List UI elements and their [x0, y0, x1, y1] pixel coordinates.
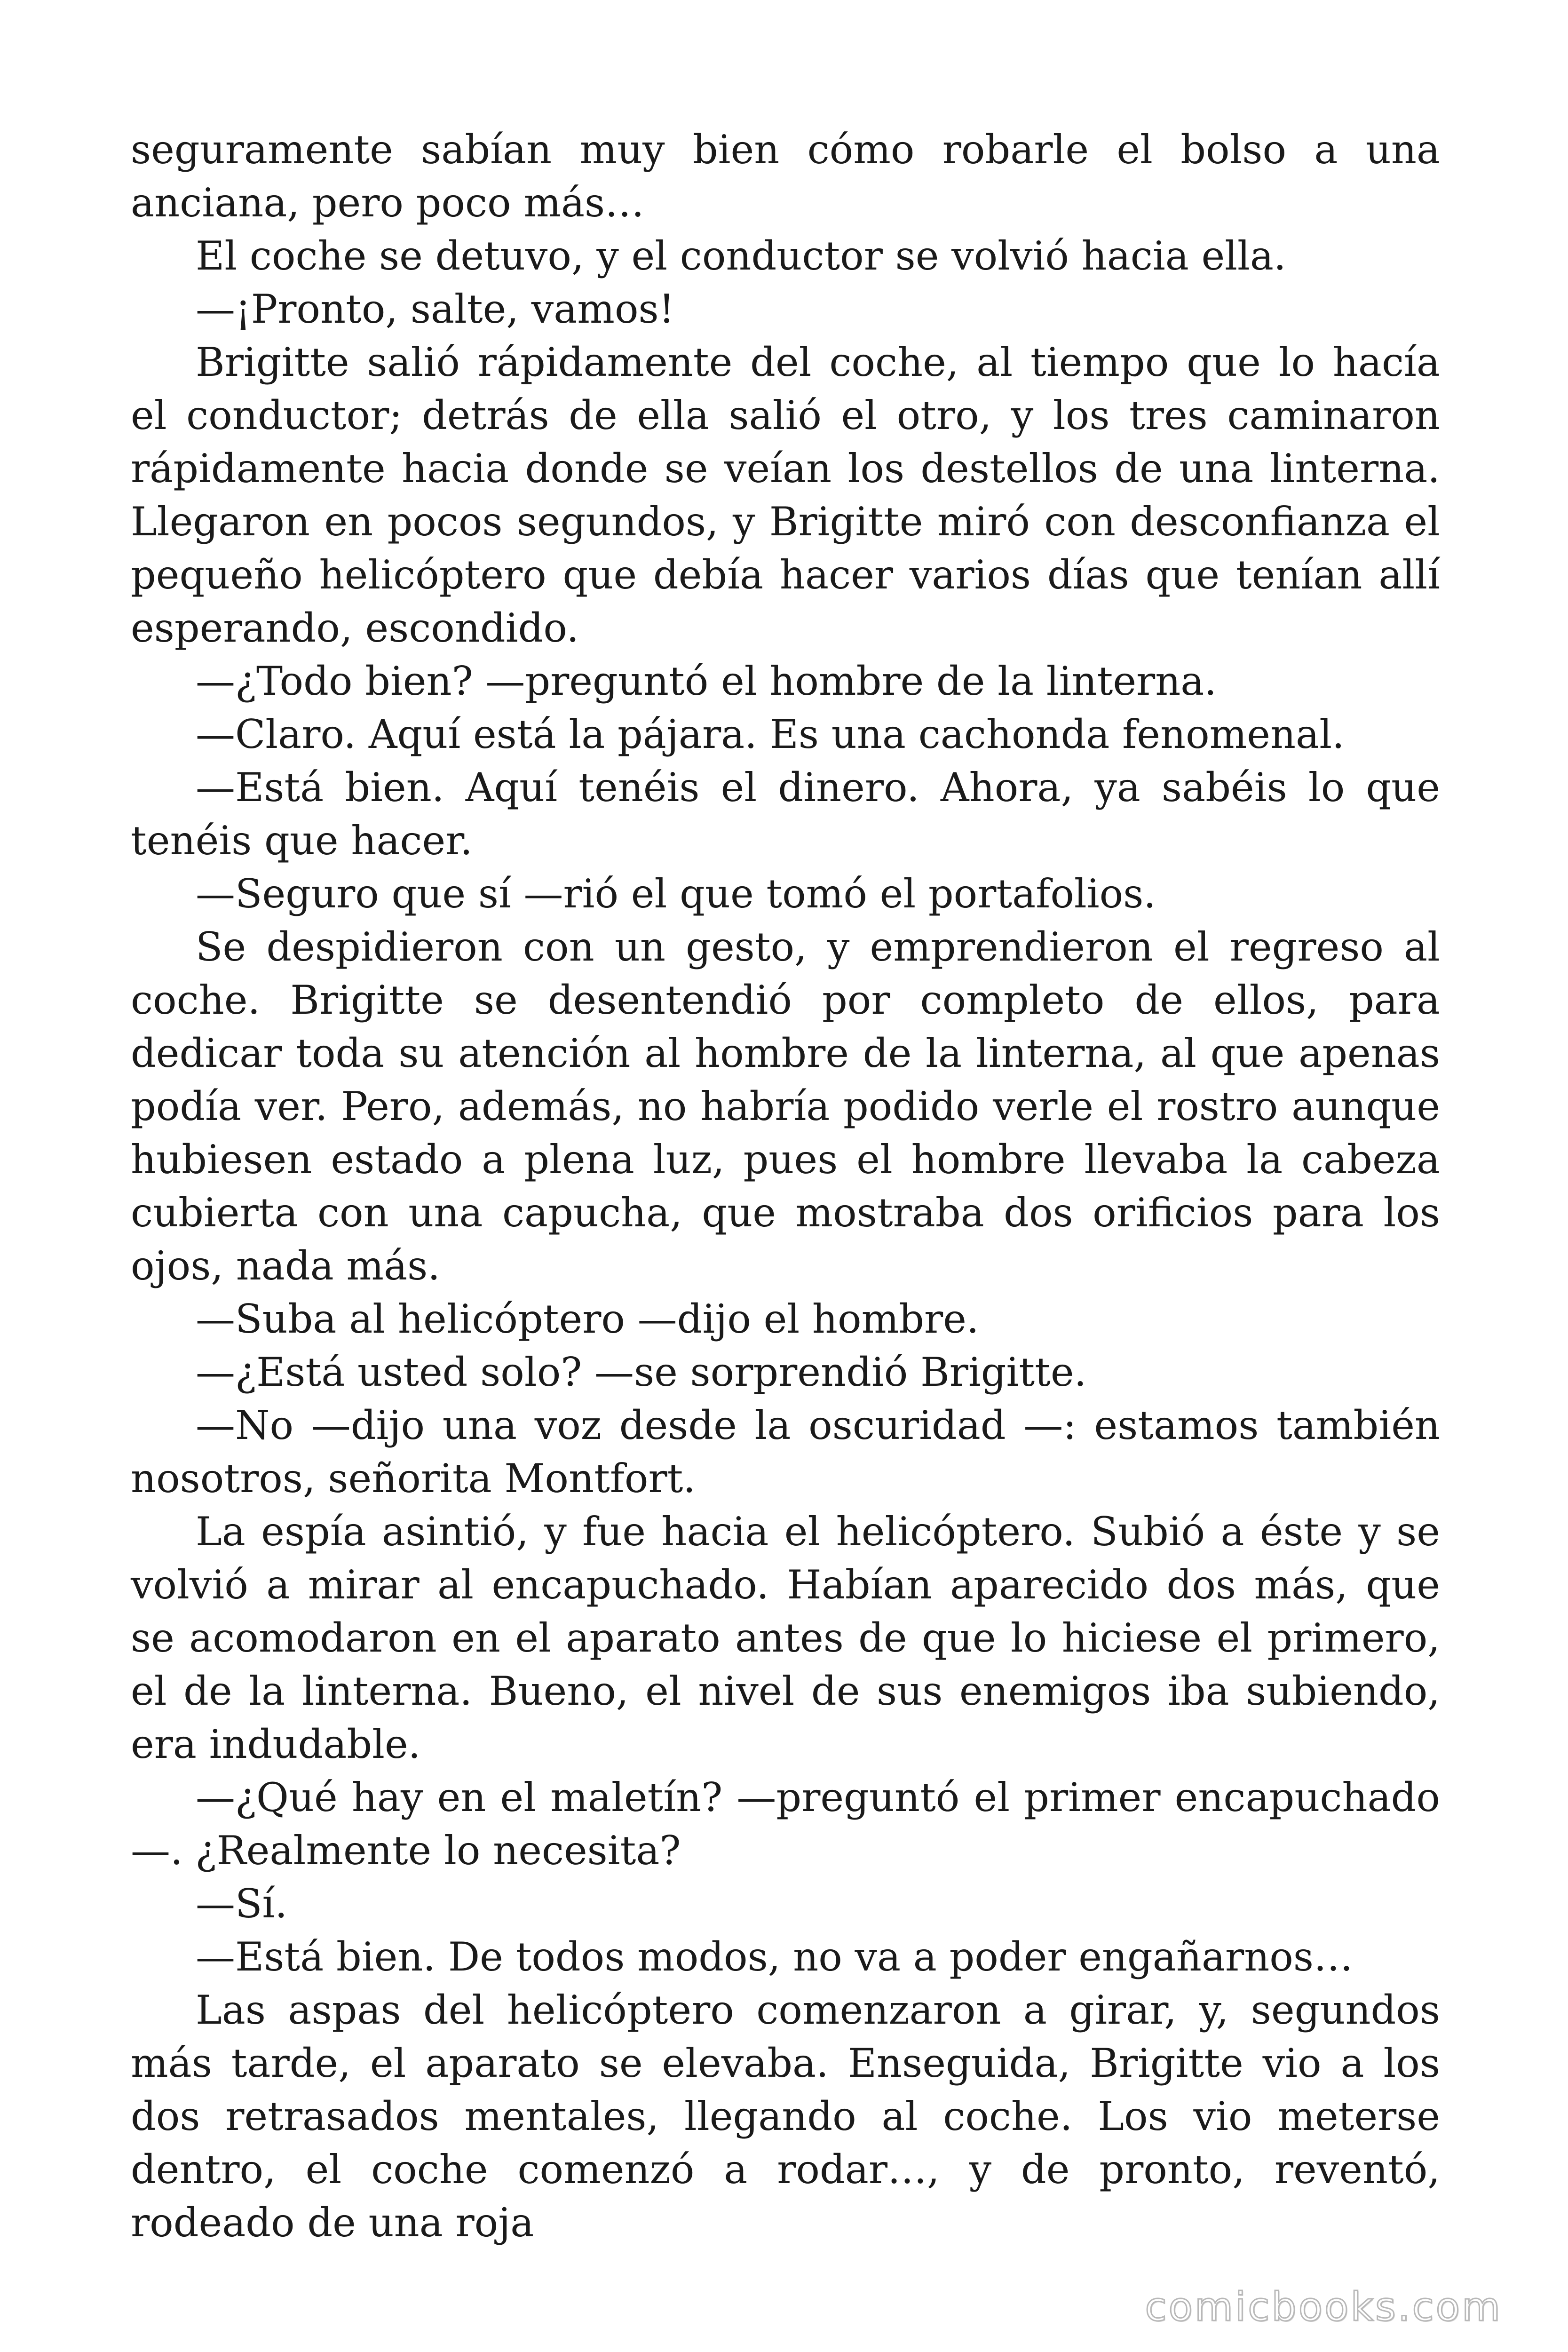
paragraph: Se despidieron con un gesto, y emprendieron el regreso al coche. Brigitte se desentendió por completo de ellos, para dedicar toda su atención al hombre de la linterna, al que apenas podía ver. Pero, además, no habría podido verle el rostro aunque hubiesen estado a plena luz, pues el hombre llevaba la cabeza cubierta con una capucha, que mostraba dos orificios para los ojos, nada más.	[131, 924, 1440, 1289]
dialogue-line: —Seguro que sí —rió el que tomó el portafolios.	[196, 871, 1156, 917]
dialogue-line: —No —dijo una voz desde la oscuridad —: estamos también nosotros, señorita Montfort.	[131, 1402, 1440, 1502]
paragraph: Brigitte salió rápidamente del coche, al tiempo que lo hacía el conductor; detrás de ella salió el otro, y los tres caminaron rápidamente hacia donde se veían los destellos de una linterna. Llegaron en pocos segundos, y Brigitte miró con desconfianza el pequeño helicóptero que debía hacer varios días que tenían allí esperando, escondido.	[131, 339, 1440, 651]
paragraph-continuation: seguramente sabían muy bien cómo robarle el bolso a una anciana, pero poco más…	[131, 127, 1440, 226]
dialogue-line: —Claro. Aquí está la pájara. Es una cachonda fenomenal.	[196, 711, 1345, 757]
dialogue-line: —¿Qué hay en el maletín? —preguntó el primer encapuchado—. ¿Realmente lo necesita?	[131, 1774, 1440, 1874]
dialogue-line: —Sí.	[196, 1881, 288, 1927]
dialogue-line: —Está bien. De todos modos, no va a poder engañarnos…	[196, 1934, 1353, 1980]
dialogue-line: —¿Está usted solo? —se sorprendió Brigitte.	[196, 1349, 1087, 1395]
page-body-text	[131, 123, 1440, 2249]
paragraph: Las aspas del helicóptero comenzaron a girar, y, segundos más tarde, el aparato se elevaba. Enseguida, Brigitte vio a los dos retrasados mentales, llegando al coche. Los vio meterse dentro, el coche comenzó a rodar…, y de pronto, reventó, rodeado de una roja	[131, 1987, 1440, 2246]
paragraph: El coche se detuvo, y el conductor se volvió hacia ella.	[196, 233, 1286, 279]
dialogue-line: —¡Pronto, salte, vamos!	[196, 286, 675, 332]
dialogue-line: —Suba al helicóptero —dijo el hombre.	[196, 1296, 979, 1342]
dialogue-line: —¿Todo bien? —preguntó el hombre de la linterna.	[196, 658, 1217, 704]
paragraph: La espía asintió, y fue hacia el helicóptero. Subió a éste y se volvió a mirar al encapuchado. Habían aparecido dos más, que se acomodaron en el aparato antes de que lo hiciese el primero, el de la linterna. Bueno, el nivel de sus enemigos iba subiendo, era indudable.	[131, 1509, 1440, 1767]
dialogue-line: —Está bien. Aquí tenéis el dinero. Ahora, ya sabéis lo que tenéis que hacer.	[131, 764, 1440, 864]
watermark-logo: comicbooks.com	[1145, 2284, 1502, 2330]
